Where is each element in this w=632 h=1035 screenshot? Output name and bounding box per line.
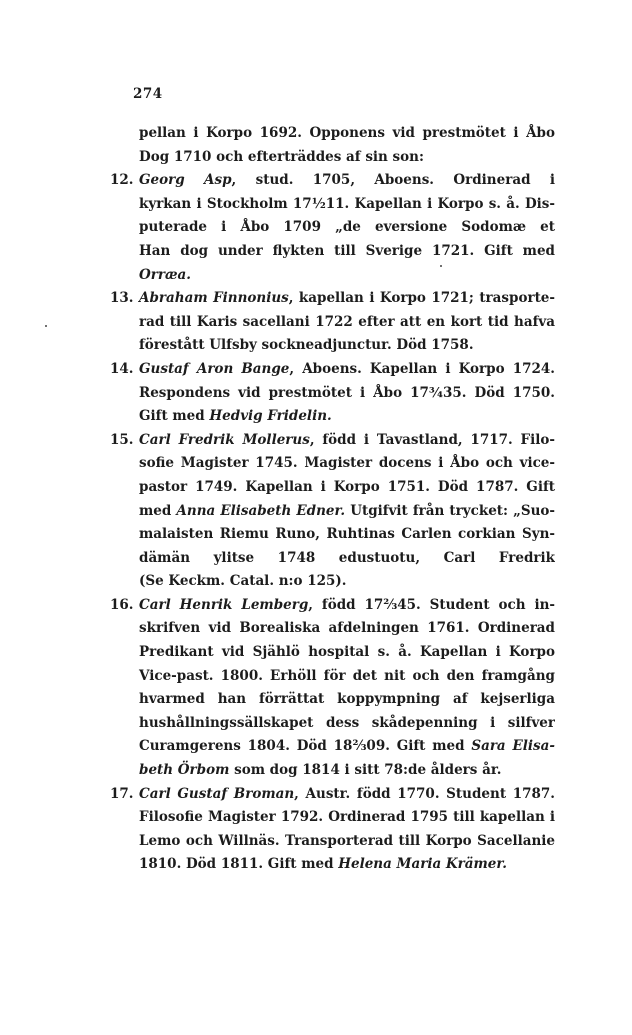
line-text: , stud. 1705, Aboens. Ordinerad i <box>231 172 555 189</box>
person-name: Hedvig Fridelin. <box>209 408 332 425</box>
entry-number: 16. <box>110 596 134 613</box>
entry-first-line <box>110 169 555 193</box>
line-text: hvarmed han förrättat koppympning af kejserliga <box>139 691 555 708</box>
scan-speck <box>440 265 442 267</box>
text-line <box>110 122 555 146</box>
entry-number: 12. <box>110 172 134 189</box>
text-line <box>110 500 555 524</box>
line-text: förestått Ulfsby sockneadjunctur. Död 1758. <box>139 337 474 354</box>
line-text: Respondens vid prestmötet i Åbo 17¾35. Död 1750. <box>139 384 555 401</box>
text-line <box>110 382 555 406</box>
line-text: som dog 1814 i sitt 78:de ålders år. <box>229 762 502 779</box>
entry-first-line <box>110 594 555 618</box>
text-line <box>110 405 555 429</box>
line-text: skrifven vid Borealiska afdelningen 1761. Ordinerad <box>139 620 555 637</box>
text-line <box>110 311 555 335</box>
person-name: Helena Maria Krämer. <box>338 856 507 873</box>
text-line <box>110 806 555 830</box>
line-text: Predikant vid Sjählö hospital s. å. Kapellan i Korpo <box>139 644 555 661</box>
line-text: 1810. Död 1811. Gift med <box>139 856 339 873</box>
text-line <box>110 688 555 712</box>
line-text: rad till Karis sacellani 1722 efter att en kort tid hafva <box>139 313 555 330</box>
line-text: sofie Magister 1745. Magister docens i Åbo och vice- <box>139 455 555 472</box>
line-text: Lemo och Willnäs. Transporterad till Korpo Sacellanie <box>139 832 555 849</box>
person-name: beth Örbom <box>139 762 230 779</box>
line-text: dämän ylitse 1748 edustuotu, Carl Fredrik <box>139 549 555 566</box>
text-line <box>110 216 555 240</box>
body-text <box>110 122 555 877</box>
text-line <box>110 334 555 358</box>
text-line <box>110 452 555 476</box>
line-text: , kapellan i Korpo 1721; trasporte- <box>288 290 555 307</box>
text-line <box>110 641 555 665</box>
text-line <box>110 830 555 854</box>
line-text: Gift med <box>139 408 210 425</box>
line-text: Vice-past. 1800. Erhöll för det nit och den framgång <box>139 667 555 684</box>
text-line <box>110 476 555 500</box>
person-name: Carl Henrik Lemberg <box>139 596 309 613</box>
entry-number: 14. <box>110 360 134 377</box>
text-line <box>110 193 555 217</box>
scan-speck <box>45 325 47 327</box>
text-line <box>110 547 555 571</box>
page-number: 274 <box>133 86 163 102</box>
entry-first-line <box>110 783 555 807</box>
line-text: , född 17⅔45. Student och in- <box>308 596 555 613</box>
person-name: Georg Asp <box>139 172 232 189</box>
text-line <box>110 146 555 170</box>
text-line <box>110 735 555 759</box>
text-line <box>110 665 555 689</box>
line-text: Utgifvit från trycket: „Suo- <box>345 502 555 519</box>
person-name: Anna Elisabeth Edner. <box>176 502 346 519</box>
line-text: malaisten Riemu Runo, Ruhtinas Carlen corkian Syn- <box>139 526 555 543</box>
text-line <box>110 759 555 783</box>
person-name: Carl Gustaf Broman <box>139 785 295 802</box>
line-text: pellan i Korpo 1692. Opponens vid prestmötet i Åbo <box>139 125 555 141</box>
line-text: Han dog under flykten till Sverige 1721. Gift med <box>139 242 555 259</box>
text-line <box>110 617 555 641</box>
line-text: Filosofie Magister 1792. Ordinerad 1795 till kapellan i <box>139 809 555 826</box>
line-text: kyrkan i Stockholm 17½11. Kapellan i Korpo s. å. Dis- <box>139 195 555 212</box>
line-text: hushållningssällskapet dess skådepenning i silfver <box>139 714 555 731</box>
text-line <box>110 264 555 288</box>
text-line <box>110 853 555 877</box>
text-line <box>110 712 555 736</box>
person-name: Abraham Finnonius <box>139 290 289 307</box>
entry-number: 15. <box>110 431 134 448</box>
line-text: Curamgerens 1804. Död 18⅔09. Gift med <box>139 738 472 755</box>
person-name: Sara Elisa- <box>471 738 555 755</box>
line-text: , född i Tavastland, 1717. Filo- <box>309 431 555 448</box>
line-text: (Se Keckm. Catal. n:o 125). <box>139 573 347 590</box>
entry-first-line <box>110 358 555 382</box>
line-text: pastor 1749. Kapellan i Korpo 1751. Död 1787. Gift <box>139 478 555 495</box>
line-text: , Aboens. Kapellan i Korpo 1724. <box>289 360 555 377</box>
line-text: , Austr. född 1770. Student 1787. <box>294 785 555 802</box>
text-line <box>110 240 555 264</box>
entry-number: 13. <box>110 290 134 307</box>
person-name: Carl Fredrik Mollerus <box>139 431 310 448</box>
entry-first-line <box>110 429 555 453</box>
line-text: Dog 1710 och efterträddes af sin son: <box>139 148 424 165</box>
line-text: med <box>139 502 177 519</box>
person-name: Gustaf Aron Bange <box>139 360 290 377</box>
entry-first-line <box>110 287 555 311</box>
text-line <box>110 570 555 594</box>
entry-number: 17. <box>110 785 134 802</box>
person-name: Orræa. <box>139 266 192 283</box>
line-text: puterade i Åbo 1709 „de eversione Sodomæ et <box>139 219 555 236</box>
text-line <box>110 523 555 547</box>
